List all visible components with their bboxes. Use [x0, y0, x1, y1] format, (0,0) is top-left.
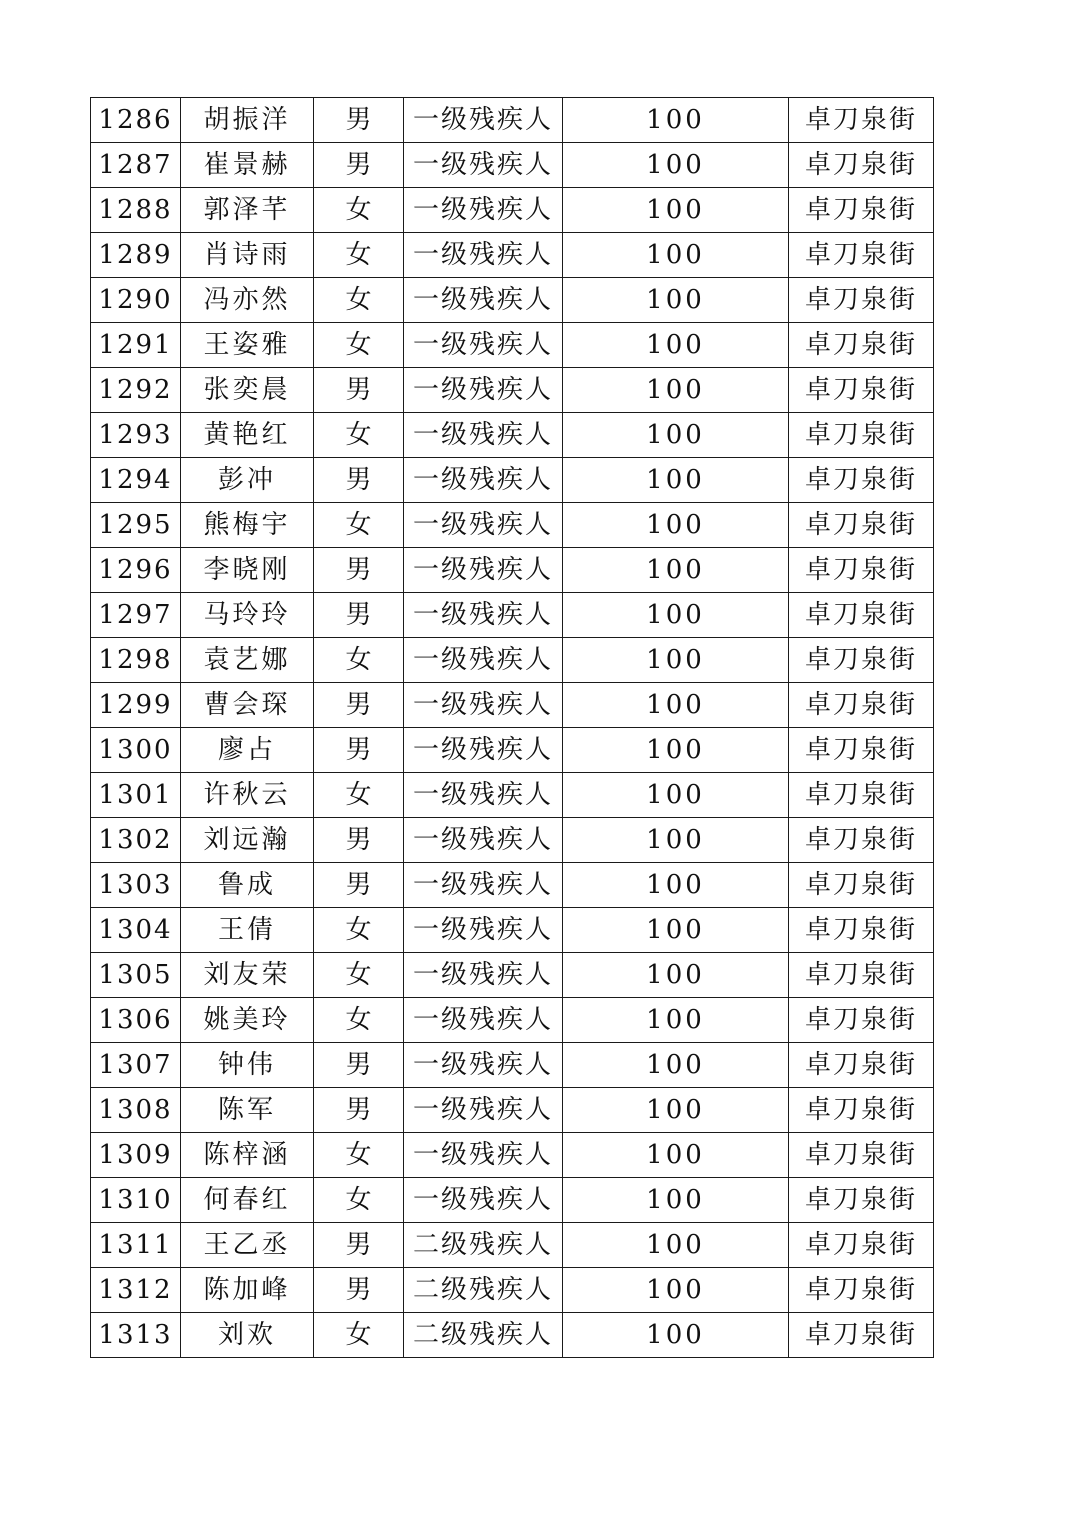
table-row	[91, 368, 934, 413]
name-cell: 陈加峰	[181, 1268, 314, 1313]
name-cell: 钟伟	[181, 1043, 314, 1088]
name-cell: 王倩	[181, 908, 314, 953]
amount-cell: 100	[563, 1133, 789, 1178]
gender-cell: 女	[314, 188, 404, 233]
roster-table	[90, 97, 934, 1358]
street-cell: 卓刀泉街	[789, 278, 934, 323]
row-number-cell: 1305	[91, 953, 181, 998]
disability-level-cell: 一级残疾人	[404, 953, 563, 998]
row-number-cell: 1296	[91, 548, 181, 593]
gender-cell: 男	[314, 863, 404, 908]
name-cell: 刘欢	[181, 1313, 314, 1358]
disability-level-cell: 一级残疾人	[404, 773, 563, 818]
disability-level-cell: 一级残疾人	[404, 368, 563, 413]
street-cell: 卓刀泉街	[789, 1313, 934, 1358]
disability-level-cell: 一级残疾人	[404, 548, 563, 593]
amount-cell: 100	[563, 458, 789, 503]
street-cell: 卓刀泉街	[789, 1223, 934, 1268]
street-cell: 卓刀泉街	[789, 638, 934, 683]
street-cell: 卓刀泉街	[789, 1043, 934, 1088]
table-row	[91, 593, 934, 638]
row-number-cell: 1289	[91, 233, 181, 278]
street-cell: 卓刀泉街	[789, 188, 934, 233]
amount-cell: 100	[563, 143, 789, 188]
amount-cell: 100	[563, 1088, 789, 1133]
gender-cell: 男	[314, 683, 404, 728]
name-cell: 崔景赫	[181, 143, 314, 188]
amount-cell: 100	[563, 1223, 789, 1268]
table-row	[91, 818, 934, 863]
row-number-cell: 1297	[91, 593, 181, 638]
street-cell: 卓刀泉街	[789, 323, 934, 368]
gender-cell: 女	[314, 908, 404, 953]
table-row	[91, 1088, 934, 1133]
amount-cell: 100	[563, 1313, 789, 1358]
amount-cell: 100	[563, 548, 789, 593]
name-cell: 陈军	[181, 1088, 314, 1133]
table-row	[91, 908, 934, 953]
name-cell: 曹会琛	[181, 683, 314, 728]
table-row	[91, 773, 934, 818]
amount-cell: 100	[563, 863, 789, 908]
street-cell: 卓刀泉街	[789, 728, 934, 773]
amount-cell: 100	[563, 1043, 789, 1088]
row-number-cell: 1306	[91, 998, 181, 1043]
name-cell: 陈梓涵	[181, 1133, 314, 1178]
street-cell: 卓刀泉街	[789, 1088, 934, 1133]
table-row	[91, 503, 934, 548]
disability-level-cell: 一级残疾人	[404, 323, 563, 368]
amount-cell: 100	[563, 818, 789, 863]
table-row	[91, 1313, 934, 1358]
amount-cell: 100	[563, 953, 789, 998]
table-row	[91, 683, 934, 728]
street-cell: 卓刀泉街	[789, 1268, 934, 1313]
table-row	[91, 638, 934, 683]
street-cell: 卓刀泉街	[789, 953, 934, 998]
disability-level-cell: 二级残疾人	[404, 1268, 563, 1313]
street-cell: 卓刀泉街	[789, 818, 934, 863]
gender-cell: 男	[314, 143, 404, 188]
amount-cell: 100	[563, 593, 789, 638]
amount-cell: 100	[563, 1178, 789, 1223]
street-cell: 卓刀泉街	[789, 908, 934, 953]
amount-cell: 100	[563, 278, 789, 323]
street-cell: 卓刀泉街	[789, 1178, 934, 1223]
street-cell: 卓刀泉街	[789, 233, 934, 278]
table-row	[91, 143, 934, 188]
gender-cell: 女	[314, 413, 404, 458]
name-cell: 黄艳红	[181, 413, 314, 458]
gender-cell: 男	[314, 1223, 404, 1268]
table-row	[91, 1133, 934, 1178]
gender-cell: 女	[314, 638, 404, 683]
disability-level-cell: 一级残疾人	[404, 638, 563, 683]
name-cell: 刘远瀚	[181, 818, 314, 863]
amount-cell: 100	[563, 413, 789, 458]
disability-level-cell: 一级残疾人	[404, 863, 563, 908]
disability-level-cell: 一级残疾人	[404, 143, 563, 188]
gender-cell: 男	[314, 593, 404, 638]
name-cell: 彭冲	[181, 458, 314, 503]
name-cell: 鲁成	[181, 863, 314, 908]
gender-cell: 男	[314, 548, 404, 593]
table-row	[91, 413, 934, 458]
table-row	[91, 1223, 934, 1268]
gender-cell: 男	[314, 728, 404, 773]
row-number-cell: 1292	[91, 368, 181, 413]
row-number-cell: 1308	[91, 1088, 181, 1133]
gender-cell: 女	[314, 323, 404, 368]
disability-level-cell: 一级残疾人	[404, 233, 563, 278]
name-cell: 何春红	[181, 1178, 314, 1223]
gender-cell: 女	[314, 1313, 404, 1358]
disability-level-cell: 二级残疾人	[404, 1313, 563, 1358]
row-number-cell: 1312	[91, 1268, 181, 1313]
table-row	[91, 278, 934, 323]
disability-level-cell: 一级残疾人	[404, 188, 563, 233]
row-number-cell: 1313	[91, 1313, 181, 1358]
row-number-cell: 1299	[91, 683, 181, 728]
table-row	[91, 1043, 934, 1088]
gender-cell: 女	[314, 503, 404, 548]
table-row	[91, 1268, 934, 1313]
table-row	[91, 548, 934, 593]
name-cell: 郭泽芊	[181, 188, 314, 233]
gender-cell: 男	[314, 98, 404, 143]
amount-cell: 100	[563, 998, 789, 1043]
name-cell: 王姿雅	[181, 323, 314, 368]
street-cell: 卓刀泉街	[789, 593, 934, 638]
row-number-cell: 1303	[91, 863, 181, 908]
amount-cell: 100	[563, 773, 789, 818]
amount-cell: 100	[563, 188, 789, 233]
row-number-cell: 1290	[91, 278, 181, 323]
street-cell: 卓刀泉街	[789, 998, 934, 1043]
name-cell: 李晓刚	[181, 548, 314, 593]
amount-cell: 100	[563, 323, 789, 368]
table-row	[91, 728, 934, 773]
table-row	[91, 1178, 934, 1223]
amount-cell: 100	[563, 98, 789, 143]
amount-cell: 100	[563, 638, 789, 683]
disability-level-cell: 一级残疾人	[404, 818, 563, 863]
disability-level-cell: 一级残疾人	[404, 683, 563, 728]
row-number-cell: 1304	[91, 908, 181, 953]
row-number-cell: 1288	[91, 188, 181, 233]
disability-level-cell: 一级残疾人	[404, 98, 563, 143]
row-number-cell: 1311	[91, 1223, 181, 1268]
amount-cell: 100	[563, 908, 789, 953]
row-number-cell: 1298	[91, 638, 181, 683]
disability-level-cell: 一级残疾人	[404, 458, 563, 503]
disability-level-cell: 一级残疾人	[404, 1088, 563, 1133]
name-cell: 姚美玲	[181, 998, 314, 1043]
amount-cell: 100	[563, 728, 789, 773]
gender-cell: 女	[314, 953, 404, 998]
gender-cell: 男	[314, 1043, 404, 1088]
row-number-cell: 1295	[91, 503, 181, 548]
street-cell: 卓刀泉街	[789, 683, 934, 728]
table-row	[91, 188, 934, 233]
street-cell: 卓刀泉街	[789, 548, 934, 593]
disability-level-cell: 一级残疾人	[404, 1043, 563, 1088]
street-cell: 卓刀泉街	[789, 413, 934, 458]
table-row	[91, 323, 934, 368]
disability-level-cell: 一级残疾人	[404, 728, 563, 773]
name-cell: 廖占	[181, 728, 314, 773]
row-number-cell: 1294	[91, 458, 181, 503]
table-row	[91, 458, 934, 503]
disability-level-cell: 一级残疾人	[404, 1133, 563, 1178]
street-cell: 卓刀泉街	[789, 368, 934, 413]
row-number-cell: 1307	[91, 1043, 181, 1088]
disability-level-cell: 一级残疾人	[404, 908, 563, 953]
name-cell: 肖诗雨	[181, 233, 314, 278]
row-number-cell: 1293	[91, 413, 181, 458]
name-cell: 马玲玲	[181, 593, 314, 638]
gender-cell: 男	[314, 368, 404, 413]
gender-cell: 女	[314, 1178, 404, 1223]
name-cell: 袁艺娜	[181, 638, 314, 683]
street-cell: 卓刀泉街	[789, 143, 934, 188]
gender-cell: 女	[314, 1133, 404, 1178]
disability-level-cell: 一级残疾人	[404, 278, 563, 323]
disability-level-cell: 一级残疾人	[404, 1178, 563, 1223]
street-cell: 卓刀泉街	[789, 98, 934, 143]
name-cell: 胡振洋	[181, 98, 314, 143]
table-row	[91, 998, 934, 1043]
disability-level-cell: 一级残疾人	[404, 503, 563, 548]
gender-cell: 女	[314, 233, 404, 278]
name-cell: 许秋云	[181, 773, 314, 818]
disability-level-cell: 一级残疾人	[404, 413, 563, 458]
row-number-cell: 1309	[91, 1133, 181, 1178]
disability-level-cell: 二级残疾人	[404, 1223, 563, 1268]
gender-cell: 女	[314, 773, 404, 818]
name-cell: 王乙丞	[181, 1223, 314, 1268]
amount-cell: 100	[563, 1268, 789, 1313]
street-cell: 卓刀泉街	[789, 458, 934, 503]
street-cell: 卓刀泉街	[789, 1133, 934, 1178]
row-number-cell: 1286	[91, 98, 181, 143]
name-cell: 张奕晨	[181, 368, 314, 413]
row-number-cell: 1310	[91, 1178, 181, 1223]
street-cell: 卓刀泉街	[789, 503, 934, 548]
name-cell: 刘友荣	[181, 953, 314, 998]
amount-cell: 100	[563, 683, 789, 728]
name-cell: 冯亦然	[181, 278, 314, 323]
row-number-cell: 1291	[91, 323, 181, 368]
table-row	[91, 953, 934, 998]
gender-cell: 男	[314, 818, 404, 863]
name-cell: 熊梅宇	[181, 503, 314, 548]
gender-cell: 男	[314, 1268, 404, 1313]
row-number-cell: 1302	[91, 818, 181, 863]
gender-cell: 男	[314, 458, 404, 503]
street-cell: 卓刀泉街	[789, 863, 934, 908]
amount-cell: 100	[563, 503, 789, 548]
amount-cell: 100	[563, 233, 789, 278]
table-row	[91, 233, 934, 278]
table-row	[91, 863, 934, 908]
roster-table-body	[91, 98, 934, 1358]
gender-cell: 女	[314, 278, 404, 323]
amount-cell: 100	[563, 368, 789, 413]
disability-level-cell: 一级残疾人	[404, 593, 563, 638]
table-row	[91, 98, 934, 143]
gender-cell: 女	[314, 998, 404, 1043]
row-number-cell: 1301	[91, 773, 181, 818]
gender-cell: 男	[314, 1088, 404, 1133]
street-cell: 卓刀泉街	[789, 773, 934, 818]
row-number-cell: 1287	[91, 143, 181, 188]
disability-level-cell: 一级残疾人	[404, 998, 563, 1043]
row-number-cell: 1300	[91, 728, 181, 773]
